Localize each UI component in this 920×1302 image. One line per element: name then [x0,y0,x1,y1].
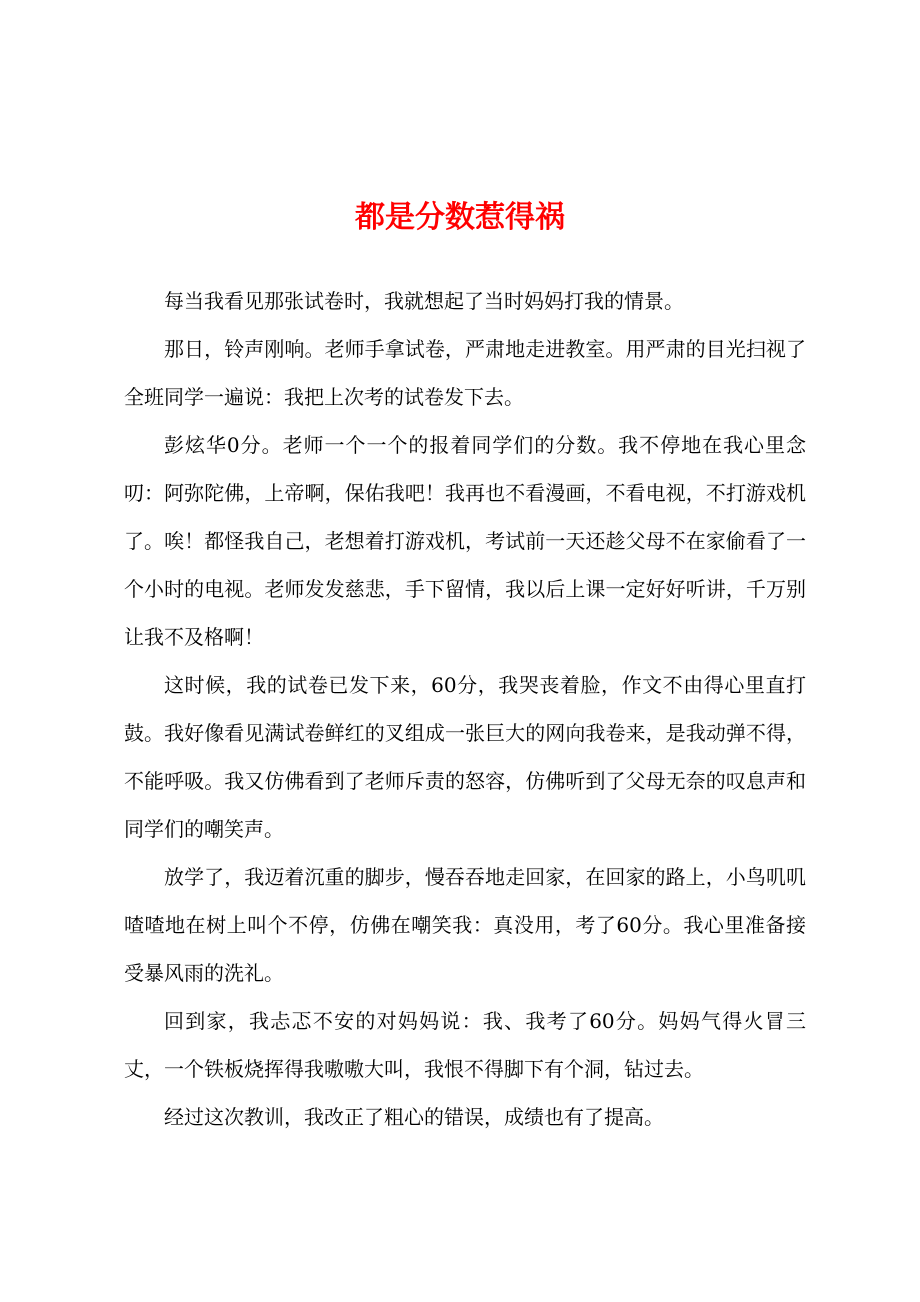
paragraph: 经过这次教训，我改正了粗心的错误，成绩也有了提高。 [164,1105,664,1129]
paragraph: 那日，铃声刚响。老师手拿试卷，严肃地走进教室。用严肃的目光扫视了全班同学一遍说：我把上次考的试卷发下去。 [124,337,806,409]
paragraph: 这时候，我的试卷已发下来，60分，我哭丧着脸，作文不由得心里直打鼓。我好像看见满试卷鲜红的叉组成一张巨大的网向我卷来，是我动弹不得，不能呼吸。我又仿佛看到了老师斥责的怒容，仿佛听到了父母无奈的叹息声和同学们的嘲笑声。 [124,673,806,841]
paragraph: 每当我看见那张试卷时，我就想起了当时妈妈打我的情景。 [164,289,684,313]
paragraph: 放学了，我迈着沉重的脚步，慢吞吞地走回家，在回家的路上，小鸟叽叽喳喳地在树上叫个不停，仿佛在嘲笑我：真没用，考了60分。我心里准备接受暴风雨的洗礼。 [124,865,806,985]
document-body [124,277,806,1141]
paragraph: 彭炫华0分。老师一个一个的报着同学们的分数。我不停地在我心里念叨：阿弥陀佛，上帝啊，保佑我吧！我再也不看漫画，不看电视，不打游戏机了。唉！都怪我自己，老想着打游戏机，考试前一天还趁父母不在家偷看了一个小时的电视。老师发发慈悲，手下留情，我以后上课一定好好听讲，千万别让我不及格啊！ [124,433,806,649]
document-title: 都是分数惹得祸 [355,200,565,235]
paragraph: 回到家，我忐忑不安的对妈妈说：我、我考了60分。妈妈气得火冒三丈，一个铁板烧挥得我嗷嗷大叫，我恨不得脚下有个洞，钻过去。 [124,1009,806,1081]
